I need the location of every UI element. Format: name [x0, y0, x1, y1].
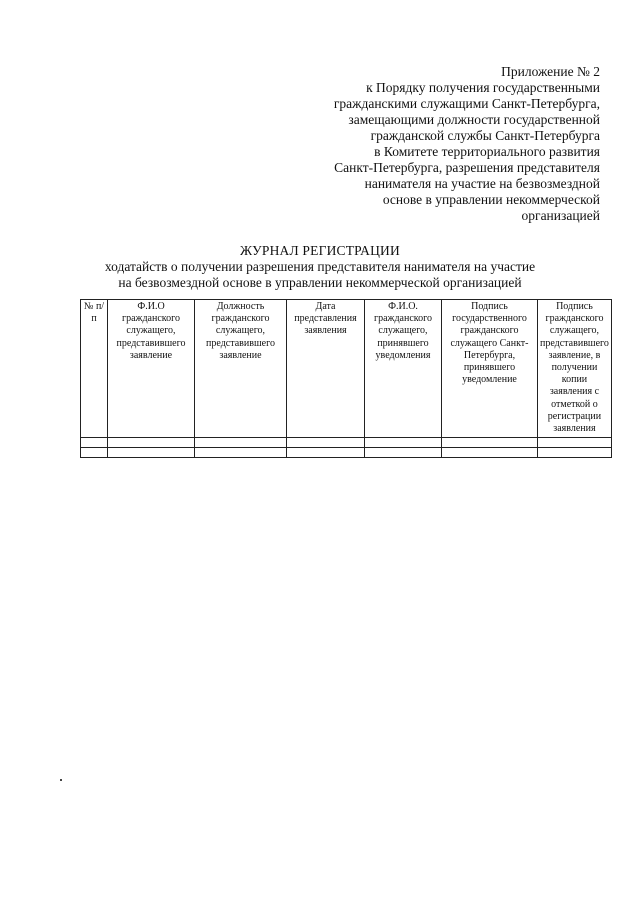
table-header-row	[81, 300, 612, 438]
appendix-line: гражданской службы Санкт-Петербурга	[370, 128, 600, 143]
col-header-applicant-name: Ф.И.О гражданского служащего, представившего заявление	[108, 300, 195, 438]
table-cell	[195, 448, 287, 458]
appendix-line: Санкт-Петербурга, разрешения представителя	[334, 160, 600, 175]
col-header-number: № п/п	[81, 300, 108, 438]
appendix-line: замещающими должности государственной	[348, 112, 600, 127]
table-cell	[538, 438, 612, 448]
journal-subtitle-line: ходатайств о получении разрешения представителя нанимателя на участие	[104, 259, 536, 274]
registration-table	[80, 299, 612, 458]
table-cell	[442, 448, 538, 458]
col-header-applicant-position: Должность гражданского служащего, представившего заявление	[195, 300, 287, 438]
table-cell	[81, 438, 108, 448]
appendix-line: Приложение № 2	[501, 64, 600, 79]
journal-subtitle-line: на безвозмездной основе в управлении некоммерческой организацией	[118, 275, 522, 290]
col-header-submission-date: Дата представления заявления	[287, 300, 365, 438]
appendix-line: нанимателя на участие на безвозмездной	[364, 176, 600, 191]
table-cell	[195, 438, 287, 448]
table-cell	[365, 438, 442, 448]
appendix-line: к Порядку получения государственными	[366, 80, 600, 95]
table-cell	[287, 448, 365, 458]
col-header-applicant-signature: Подпись гражданского служащего, представившего заявление, в получении копии заявления с отметкой о регистрации заявления	[538, 300, 612, 438]
appendix-header	[300, 64, 600, 224]
table-row	[81, 438, 612, 448]
table-cell	[287, 438, 365, 448]
table-cell	[108, 448, 195, 458]
appendix-line: гражданскими служащими Санкт-Петербурга,	[333, 96, 600, 111]
col-header-receiver-name: Ф.И.О. гражданского служащего, принявшего уведомления	[365, 300, 442, 438]
appendix-line: организацией	[521, 208, 600, 223]
table-cell	[538, 448, 612, 458]
scan-speck	[60, 779, 62, 781]
table-cell	[81, 448, 108, 458]
table-cell	[365, 448, 442, 458]
table-cell	[108, 438, 195, 448]
table-row	[81, 448, 612, 458]
journal-title: ЖУРНАЛ РЕГИСТРАЦИИ	[240, 243, 400, 258]
table-cell	[442, 438, 538, 448]
appendix-line: основе в управлении некоммерческой	[382, 192, 600, 207]
journal-title-block	[40, 243, 600, 291]
col-header-receiver-signature: Подпись государственного гражданского служащего Санкт-Петербурга, принявшего уведомление	[442, 300, 538, 438]
appendix-line: в Комитете территориального развития	[374, 144, 600, 159]
